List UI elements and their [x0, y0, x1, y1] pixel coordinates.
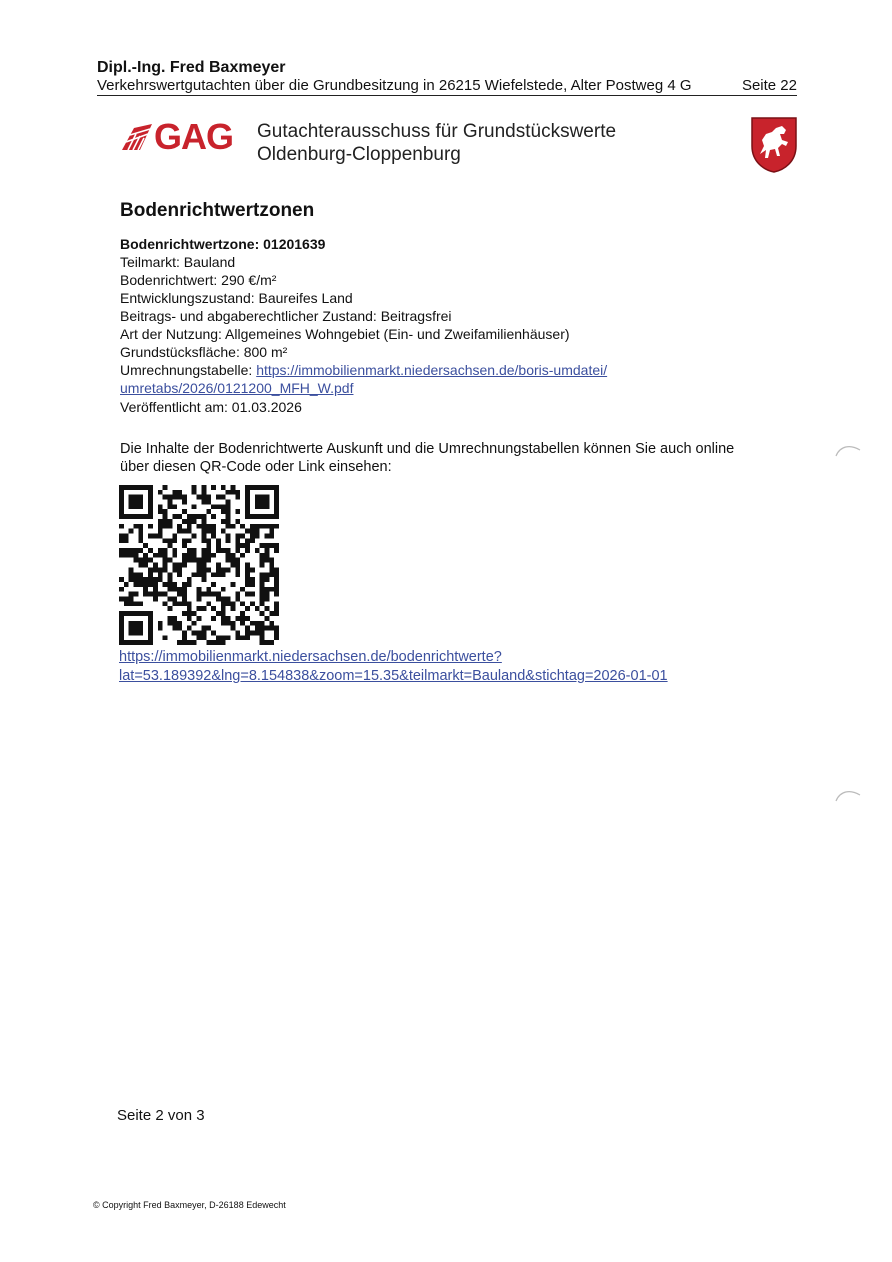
veroeffentlicht: Veröffentlicht am: 01.03.2026 [120, 399, 302, 415]
gag-logo-letters: GAG [154, 116, 234, 157]
org-name [257, 120, 616, 166]
header-subject: Verkehrswertgutachten über die Grundbesitzung in 26215 Wiefelstede, Alter Postweg 4 G [97, 77, 692, 94]
punch-hole-mark-icon [834, 440, 864, 460]
bodenrichtwert: Bodenrichtwert: 290 €/m² [120, 272, 277, 288]
page-count: Seite 2 von 3 [117, 1107, 205, 1124]
grundstuecksflaeche: Grundstücksfläche: 800 m² [120, 344, 288, 360]
intro-text [120, 440, 800, 476]
punch-hole-mark-icon [834, 785, 864, 805]
intro-line-2: über diesen QR-Code oder Link einsehen: [120, 459, 392, 475]
teilmarkt: Teilmarkt: Bauland [120, 254, 236, 270]
header-page-number: Seite 22 [741, 77, 797, 94]
zone-number: Bodenrichtwertzone: 01201639 [120, 236, 326, 252]
gag-logo-mark-icon [120, 122, 154, 152]
org-name-line-2: Oldenburg-Cloppenburg [257, 144, 461, 165]
umrechnungstabelle-label: Umrechnungstabelle: [120, 362, 253, 378]
org-name-line-1: Gutachterausschuss für Grundstückswerte [257, 121, 617, 142]
beitragszustand: Beitrags- und abgaberechtlicher Zustand: Beitragsfrei [120, 308, 452, 324]
umrechnungstabelle-link-continued [120, 379, 353, 397]
umrechnungstabelle-link-2[interactable]: umretabs/2026/0121200_MFH_W.pdf [120, 380, 354, 396]
art-der-nutzung: Art der Nutzung: Allgemeines Wohngebiet (Ein- und Zweifamilienhäuser) [120, 326, 570, 342]
intro-line-1: Die Inhalte der Bodenrichtwerte Auskunft und die Umrechnungstabellen können Sie auch online [120, 441, 735, 457]
umrechnungstabelle [120, 361, 607, 379]
niedersachsen-crest-icon [750, 116, 798, 174]
copyright: © Copyright Fred Baxmeyer, D-26188 Edewecht [93, 1200, 286, 1210]
gag-logo [120, 118, 250, 158]
bodenrichtwerte-link-line-1[interactable]: https://immobilienmarkt.niedersachsen.de/bodenrichtwerte? [119, 649, 502, 665]
header-author: Dipl.-Ing. Fred Baxmeyer [97, 59, 286, 76]
qr-code[interactable] [119, 485, 279, 645]
umrechnungstabelle-link[interactable]: https://immobilienmarkt.niedersachsen.de/boris-umdatei/ [256, 362, 608, 378]
bodenrichtwerte-link[interactable] [119, 648, 668, 686]
section-title: Bodenrichtwertzonen [120, 200, 315, 221]
entwicklungszustand: Entwicklungszustand: Baureifes Land [120, 290, 353, 306]
bodenrichtwerte-link-line-2[interactable]: lat=53.189392&lng=8.154838&zoom=15.35&teilmarkt=Bauland&stichtag=2026-01-01 [119, 668, 668, 684]
header-subject-line [97, 77, 797, 96]
